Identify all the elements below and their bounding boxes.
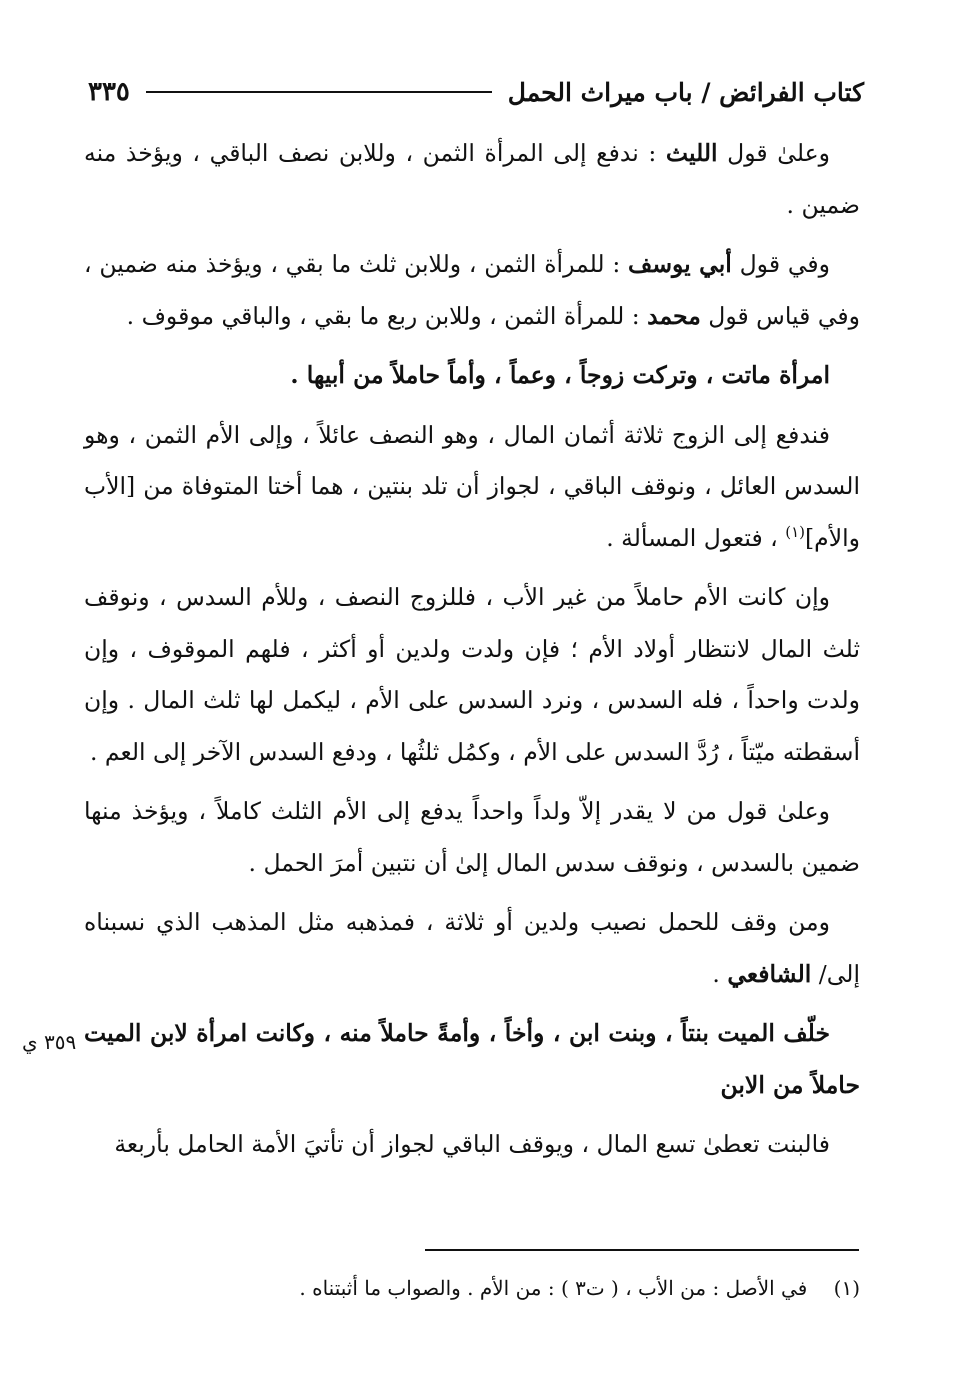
- chapter-title: كتاب الفرائض / باب ميراث الحمل: [507, 77, 864, 107]
- paragraph: [84, 572, 860, 778]
- paragraph: [84, 239, 860, 342]
- text-run: خلّف الميت بنتاً ، وبنت ابن ، وأخاً ، وأمةً حاملاً منه ، وكانت امرأة لابن الميت حاملاً من الابن: [84, 1019, 860, 1099]
- text-run: ، فتعول المسألة .: [606, 523, 786, 552]
- paragraph: [84, 897, 860, 1000]
- running-header: [88, 72, 864, 112]
- text-run: وفي قول: [731, 250, 830, 278]
- footnote-separator: [425, 1249, 859, 1251]
- text-run: وإن كانت الأم حاملاً من غير الأب ، فللزوج النصف ، وللأم السدس ، ونوقف ثلث المال لانتظار أولاد الأم ؛ فإن ولدت ولدين أو أكثر ، فلهم الموقوف ، وإن ولدت واحداً ، فله السدس ، ونرد السدس على الأم ، ليكمل لها ثلث المال . وإن أسقطته ميّتاً ، رُدَّ السدس على الأم ، وكمُل ثلثُها ، ودفع السدس الآخر إلى العم .: [84, 583, 860, 766]
- scholar-name: محمد: [647, 301, 701, 330]
- paragraph: [84, 410, 860, 565]
- text-run: ومن وقف للحمل نصيب ولدين أو ثلاثة ، فمذهبه مثل المذهب الذي نسبناه إلى/: [84, 908, 860, 988]
- paragraph: [84, 128, 860, 231]
- paragraph: [84, 1119, 860, 1171]
- header-rule: [146, 91, 492, 93]
- text-run: : للمرأة الثمن ، وللابن ربع ما بقي ، والباقي موقوف .: [126, 301, 648, 330]
- text-run: : ندفع إلى المرأة الثمن ، وللابن نصف الباقي ، ويؤخذ منه ضمين .: [84, 139, 860, 219]
- case-statement: [84, 1008, 860, 1111]
- text-run: وعلىٰ قول: [717, 139, 830, 167]
- scholar-name: الشافعي: [727, 959, 812, 988]
- footnote-marker: (١): [785, 522, 805, 541]
- footnote: [84, 1273, 860, 1303]
- footnote-number: (١): [833, 1276, 860, 1300]
- text-run: فندفع إلى الزوج ثلاثة أثمان المال ، وهو النصف عائلاً ، وإلى الأم الثمن ، وهو السدس العائل ، ونوقف الباقي ، لجواز أن تلد بنتين ، هما أختا المتوفاة من [الأب والأم]: [84, 420, 860, 552]
- case-statement: [84, 350, 860, 402]
- scholar-name: الليث: [665, 139, 718, 167]
- footnote-text: في الأصل : من الأب ، ( ت٣ ) : من الأم . والصواب ما أثبتناه .: [299, 1276, 808, 1300]
- body-text: [84, 128, 860, 1179]
- text-run: : للمرأة الثمن ، وللابن ثلث ما بقي ، ويؤخذ منه ضمين ، وفي قياس قول: [84, 250, 860, 330]
- scholar-name: أبي يوسف: [628, 250, 732, 278]
- text-run: امرأة ماتت ، وتركت زوجاً ، وعماً ، وأماً حاملاً من أبيها .: [290, 361, 830, 389]
- paragraph: [84, 786, 860, 889]
- text-run: .: [712, 959, 728, 988]
- text-run: فالبنت تعطىٰ تسع المال ، ويوقف الباقي لجواز أن تأتيَ الأمة الحامل بأربعة: [114, 1130, 830, 1158]
- text-run: وعلىٰ قول من لا يقدر إلاّ ولداً واحداً يدفع إلى الأم الثلث كاملاً ، ويؤخذ منها ضمين بالسدس ، ونوقف سدس المال إلىٰ أن نتبين أمرَ الحمل .: [84, 797, 860, 877]
- page-number: ٣٣٥: [88, 77, 130, 107]
- manuscript-folio-note: ٣٥٩ ي: [22, 1030, 77, 1054]
